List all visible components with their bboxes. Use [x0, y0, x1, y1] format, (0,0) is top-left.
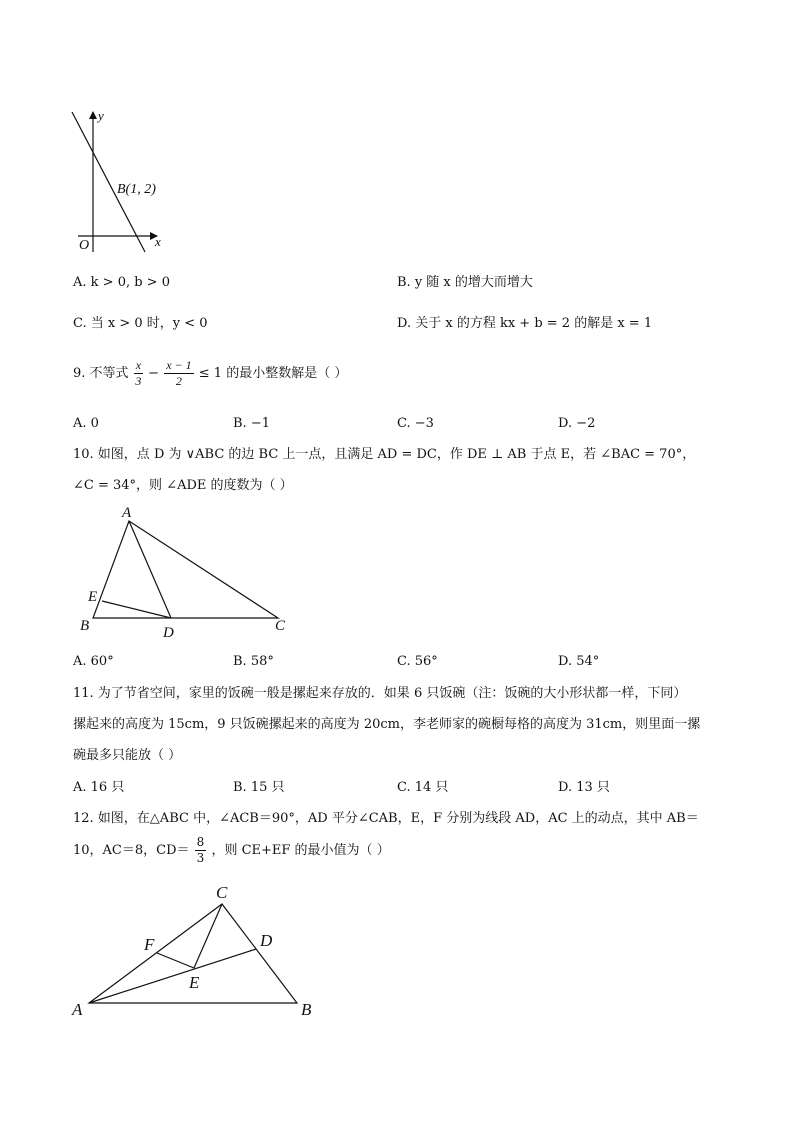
q9-frac1-denominator: 3 — [135, 374, 142, 388]
q8-point-b-label: B(1, 2) — [117, 182, 156, 197]
q12-label-f: F — [144, 935, 155, 954]
q10-stem-line-2: ∠C = 34°，则 ∠ADE 的度数为（ ） — [73, 478, 293, 493]
q10-label-e: E — [88, 589, 98, 605]
q11-option-b: B. 15 只 — [233, 780, 285, 795]
q8-origin-label: O — [79, 238, 90, 253]
q11-stem-line-3: 碗最多只能放（ ） — [73, 748, 182, 763]
q9-option-c: C. −3 — [397, 416, 434, 431]
q8-option-b: B. y 随 x 的增大而增大 — [397, 275, 533, 290]
q12-segment-ef — [157, 953, 194, 968]
q12-segment-ce — [194, 904, 222, 968]
q9-option-a: A. 0 — [73, 416, 99, 431]
q12-line2-suffix: ，则 CE+EF 的最小值为（ ） — [211, 843, 390, 858]
q10-option-b: B. 58° — [233, 654, 274, 669]
q12-label-a: A — [72, 1000, 83, 1019]
q11-stem-line-1: 11. 为了节省空间，家里的饭碗一般是摞起来存放的．如果 6 只饭碗（注：饭碗的大小形状都一样，下同） — [73, 686, 687, 701]
q11-option-a: A. 16 只 — [73, 780, 125, 795]
q9-frac2-denominator: 2 — [175, 374, 182, 388]
q10-label-b: B — [80, 618, 90, 634]
q12-stem-line-1: 12. 如图，在△ABC 中，∠ACB＝90°，AD 平分∠CAB，E，F 分别为线段 AD，AC 上的动点，其中 AB＝ — [73, 811, 699, 826]
q11-option-d: D. 13 只 — [558, 780, 610, 795]
q10-option-d: D. 54° — [558, 654, 600, 669]
q12-label-c: C — [216, 883, 228, 902]
q10-option-c: C. 56° — [397, 654, 438, 669]
q9-option-d: D. −2 — [558, 416, 596, 431]
q10-option-a: A. 60° — [73, 654, 114, 669]
q11-option-c: C. 14 只 — [397, 780, 449, 795]
q8-x-label: x — [155, 234, 161, 249]
q10-label-a: A — [122, 505, 132, 521]
q8-option-d: D. 关于 x 的方程 kx + b = 2 的解是 x = 1 — [397, 316, 653, 331]
q12-frac-denominator: 3 — [196, 851, 205, 865]
q12-label-b: B — [301, 1000, 312, 1019]
q12-segment-ad — [89, 949, 256, 1003]
q8-option-c: C. 当 x > 0 时，y < 0 — [73, 316, 208, 331]
q10-stem-line-1: 10. 如图，点 D 为 ∨ABC 的边 BC 上一点，且满足 AD = DC，作 DE ⊥ AB 于点 E，若 ∠BAC = 70°， — [73, 447, 696, 462]
q10-label-c: C — [275, 618, 286, 634]
q12-label-d: D — [260, 931, 273, 950]
q9-option-b: B. −1 — [233, 416, 270, 431]
q8-y-label: y — [98, 108, 104, 123]
q8-option-a: A. k > 0, b > 0 — [73, 275, 170, 290]
q11-stem-line-2: 摞起来的高度为 15cm，9 只饭碗摞起来的高度为 20cm，李老师家的碗橱每格的高度为 31cm，则里面一摞 — [73, 717, 701, 732]
q12-label-e: E — [189, 973, 200, 992]
q9-suffix: ≤ 1 的最小整数解是（ ） — [198, 366, 348, 381]
q12-frac-numerator: 8 — [196, 835, 205, 849]
q9-frac1-numerator: x — [135, 358, 142, 372]
q10-label-d: D — [163, 625, 174, 641]
q12-line2-prefix: 10，AC＝8，CD＝ — [73, 843, 190, 858]
q9-minus: − — [148, 366, 160, 381]
q9-prefix: 9. 不等式 — [73, 366, 129, 381]
q9-frac2-numerator: x − 1 — [166, 358, 192, 372]
